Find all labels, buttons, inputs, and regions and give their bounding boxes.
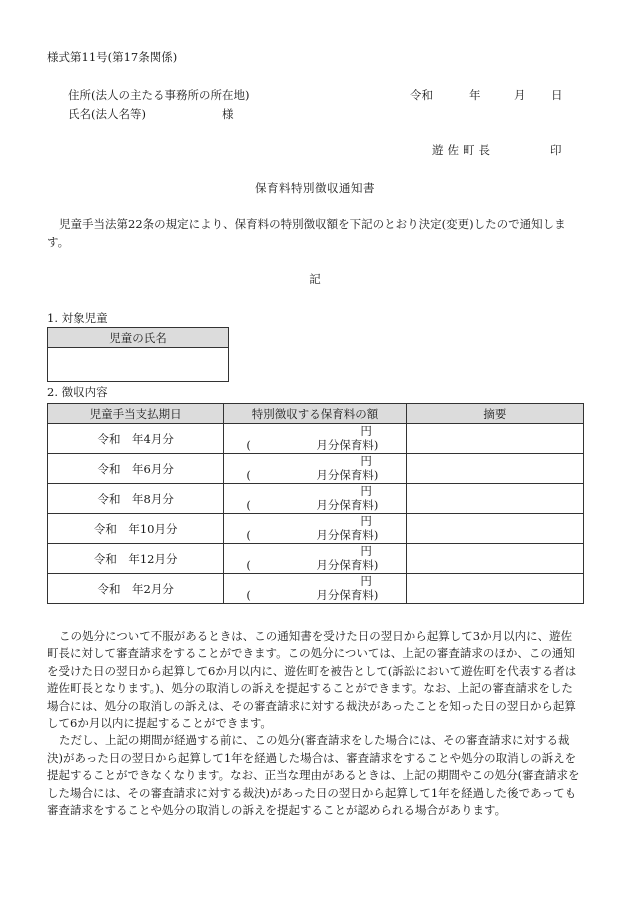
table-row xyxy=(48,544,584,574)
month-fee-label: 月分保育料) xyxy=(316,438,379,452)
month-fee-label: 月分保育料) xyxy=(316,468,379,482)
document-title: 保育料特別徴収通知書 xyxy=(255,181,375,195)
date-month: 月 xyxy=(514,88,526,102)
open-paren: ( xyxy=(246,558,251,572)
amount-cell[interactable] xyxy=(224,544,406,574)
yen-unit: 円 xyxy=(360,454,372,468)
amount-cell[interactable] xyxy=(224,424,406,454)
yen-unit: 円 xyxy=(360,574,372,588)
ki-heading: 記 xyxy=(309,272,321,286)
table-row xyxy=(48,424,584,454)
date-era: 令和 xyxy=(410,88,433,102)
table-row xyxy=(48,484,584,514)
open-paren: ( xyxy=(246,588,251,602)
open-paren: ( xyxy=(246,528,251,542)
month-fee-label: 月分保育料) xyxy=(316,528,379,542)
section1-heading: 1. 対象児童 xyxy=(47,311,108,325)
collection-table xyxy=(47,403,584,604)
section2-heading: 2. 徴収内容 xyxy=(47,385,108,399)
period-cell: 令和 年8月分 xyxy=(48,484,224,514)
appeal-notice xyxy=(47,628,582,819)
name-label: 氏名(法人名等) xyxy=(68,107,146,121)
remarks-cell[interactable] xyxy=(406,454,583,484)
date-year: 年 xyxy=(469,88,481,102)
amount-cell[interactable] xyxy=(224,514,406,544)
month-fee-label: 月分保育料) xyxy=(316,498,379,512)
open-paren: ( xyxy=(246,468,251,482)
open-paren: ( xyxy=(246,438,251,452)
intro-text: 児童手当法第22条の規定により、保育料の特別徴収額を下記のとおり決定(変更)したので通知します。 xyxy=(47,217,566,249)
remarks-cell[interactable] xyxy=(406,424,583,454)
child-name-cell[interactable] xyxy=(48,348,229,382)
yen-unit: 円 xyxy=(360,544,372,558)
open-paren: ( xyxy=(246,498,251,512)
period-cell: 令和 年6月分 xyxy=(48,454,224,484)
amount-cell[interactable] xyxy=(224,484,406,514)
child-name-header: 児童の氏名 xyxy=(48,328,229,348)
period-cell: 令和 年10月分 xyxy=(48,514,224,544)
period-cell: 令和 年4月分 xyxy=(48,424,224,454)
honorific: 様 xyxy=(222,107,234,121)
remarks-cell[interactable] xyxy=(406,574,583,604)
amount-cell[interactable] xyxy=(224,574,406,604)
month-fee-label: 月分保育料) xyxy=(316,588,379,602)
notice-paragraph-2: ただし、上記の期間が経過する前に、この処分(審査請求をした場合には、その審査請求に対する裁決)があった日の翌日から起算して1年を経過した場合は、審査請求をすることや処分の取消しの訴えを提起することができなくなります。なお、正当な理由があるときは、上記の期間やこの処分(審査請求をした場合には、その審査請求に対する裁決)があった日の翌日から起算して1年を経過した後であっても審査請求をすることや処分の取消しの訴えを提起することが認められる場合があります。 xyxy=(47,733,580,818)
period-cell: 令和 年2月分 xyxy=(48,574,224,604)
header-payment-date: 児童手当支払期日 xyxy=(48,404,224,424)
issuer: 遊佐町長 xyxy=(432,143,494,157)
child-name-table xyxy=(47,327,229,382)
remarks-cell[interactable] xyxy=(406,514,583,544)
date-day: 日 xyxy=(551,88,563,102)
address-label: 住所(法人の主たる事務所の所在地) xyxy=(68,88,250,102)
remarks-cell[interactable] xyxy=(406,484,583,514)
amount-cell[interactable] xyxy=(224,454,406,484)
header-amount: 特別徴収する保育料の額 xyxy=(224,404,406,424)
yen-unit: 円 xyxy=(360,514,372,528)
month-fee-label: 月分保育料) xyxy=(316,558,379,572)
period-cell: 令和 年12月分 xyxy=(48,544,224,574)
notice-paragraph-1: この処分について不服があるときは、この通知書を受けた日の翌日から起算して3か月以内に、遊佐町長に対して審査請求をすることができます。この処分については、上記の審査請求のほか、この通知を受けた日の翌日から起算して6か月以内に、遊佐町を被告として(訴訟において遊佐町を代表する者は遊佐町長となります。)、処分の取消しの訴えを提起することができます。なお、上記の審査請求をした場合には、処分の取消しの訴えは、その審査請求に対する裁決があったことを知った日の翌日から起算して6か月以内に提起することができます。 xyxy=(47,629,577,731)
seal-mark: 印 xyxy=(550,143,562,157)
header-remarks: 摘要 xyxy=(406,404,583,424)
remarks-cell[interactable] xyxy=(406,544,583,574)
yen-unit: 円 xyxy=(360,424,372,438)
yen-unit: 円 xyxy=(360,484,372,498)
table-row xyxy=(48,574,584,604)
form-number: 様式第11号(第17条関係) xyxy=(47,50,178,64)
table-row xyxy=(48,514,584,544)
table-row xyxy=(48,454,584,484)
